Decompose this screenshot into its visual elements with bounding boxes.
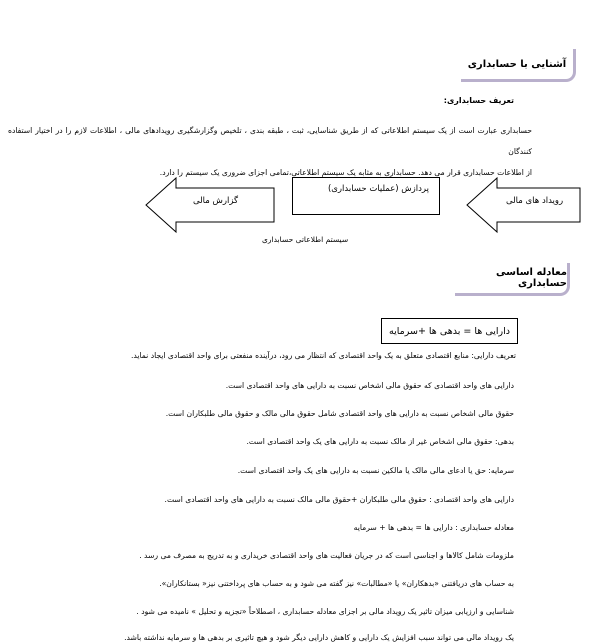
body-line-2: دارایی های واحد اقتصادی که حقوق مالی اشخاص نسبت به دارایی های واحد اقتصادی است. [225,381,514,390]
body-line-5: سرمایه: حق یا ادعای مالی مالک یا مالکین نسبت به دارایی های یک واحد اقتصادی است. [237,466,514,475]
section-header-equation [455,263,570,296]
section-header-equation-text: معادله اساسی حسابداری [496,267,567,289]
body-line-6: دارایی های واحد اقتصادی : حقوق مالی طلبکاران +حقوق مالی مالک نسبت به دارایی های واحد اقتصادی است. [164,495,514,504]
body-line-1: تعریف دارایی: منابع اقتصادی متعلق به یک واحد اقتصادی که انتظار می رود، درآینده منفعتی برای واحد اقتصادی ایجاد نماید. [130,351,516,360]
output-arrow-label: گزارش مالی [193,196,239,206]
body-line-3: حقوق مالی اشخاص نسبت به دارایی های واحد اقتصادی شامل حقوق مالی مالک و حقوق مالی طلبکاران است. [165,409,514,418]
process-box-label: پردازش (عملیات حسابداری) [327,184,429,194]
body-line-4: بدهی: حقوق مالی اشخاص غیر از مالک نسبت به دارایی های یک واحد اقتصادی است. [246,437,514,446]
definition-line-2: از اطلاعات حسابداری قرار می دهد. حسابداری به مثابه یک سیستم اطلاعاتی،تمامی اجزای ضروری یک سیستم را دارد. [159,168,532,177]
equation-box-text: دارایی ها = بدهی ها +سرمایه [389,325,510,337]
section-header-intro-text: آشنایی با حسابداری [467,58,567,70]
definition-label: تعریف حسابداری: [443,96,514,105]
process-box [292,177,440,215]
diagram-caption: سیستم اطلاعاتی حسابداری [262,235,349,244]
body-line-10: شناسایی و ارزیابی میزان تاثیر یک رویداد مالی بر اجزای معادله حسابداری ، اصطلاحاً «تجزیه و تحلیل » نامیده می شود . [136,607,514,616]
body-line-7: معادله حسابداری : دارایی ها = بدهی ها + سرمایه [353,523,514,532]
body-line-9: به حساب های دریافتنی «بدهکاران» یا «مطالبات» نیز گفته می شود و به حساب های پرداختنی نیز« بستانکاران». [159,579,514,588]
definition-line-1: حسابداری عبارت است از یک سیستم اطلاعاتی که از طریق شناسایی، ثبت ، طبقه بندی ، تلخیص وگزارشگیری رویدادهای مالی ، اطلاعات لازم را در اختیار استفاده کنندگان [8,126,532,156]
input-arrow-label: رویداد های مالی [506,196,564,206]
body-line-8: ملزومات شامل کالاها و اجناسی است که در جریان فعالیت های واحد اقتصادی خریداری و به تدریج به مصرف می رسد . [139,551,514,560]
equation-box [381,318,518,344]
body-line-11: یک رویداد مالی می تواند سبب افزایش یک دارایی و کاهش دارایی دیگر شود و هیچ تاثیری بر بدهی ها و سرمایه نداشته باشد. [124,633,514,642]
